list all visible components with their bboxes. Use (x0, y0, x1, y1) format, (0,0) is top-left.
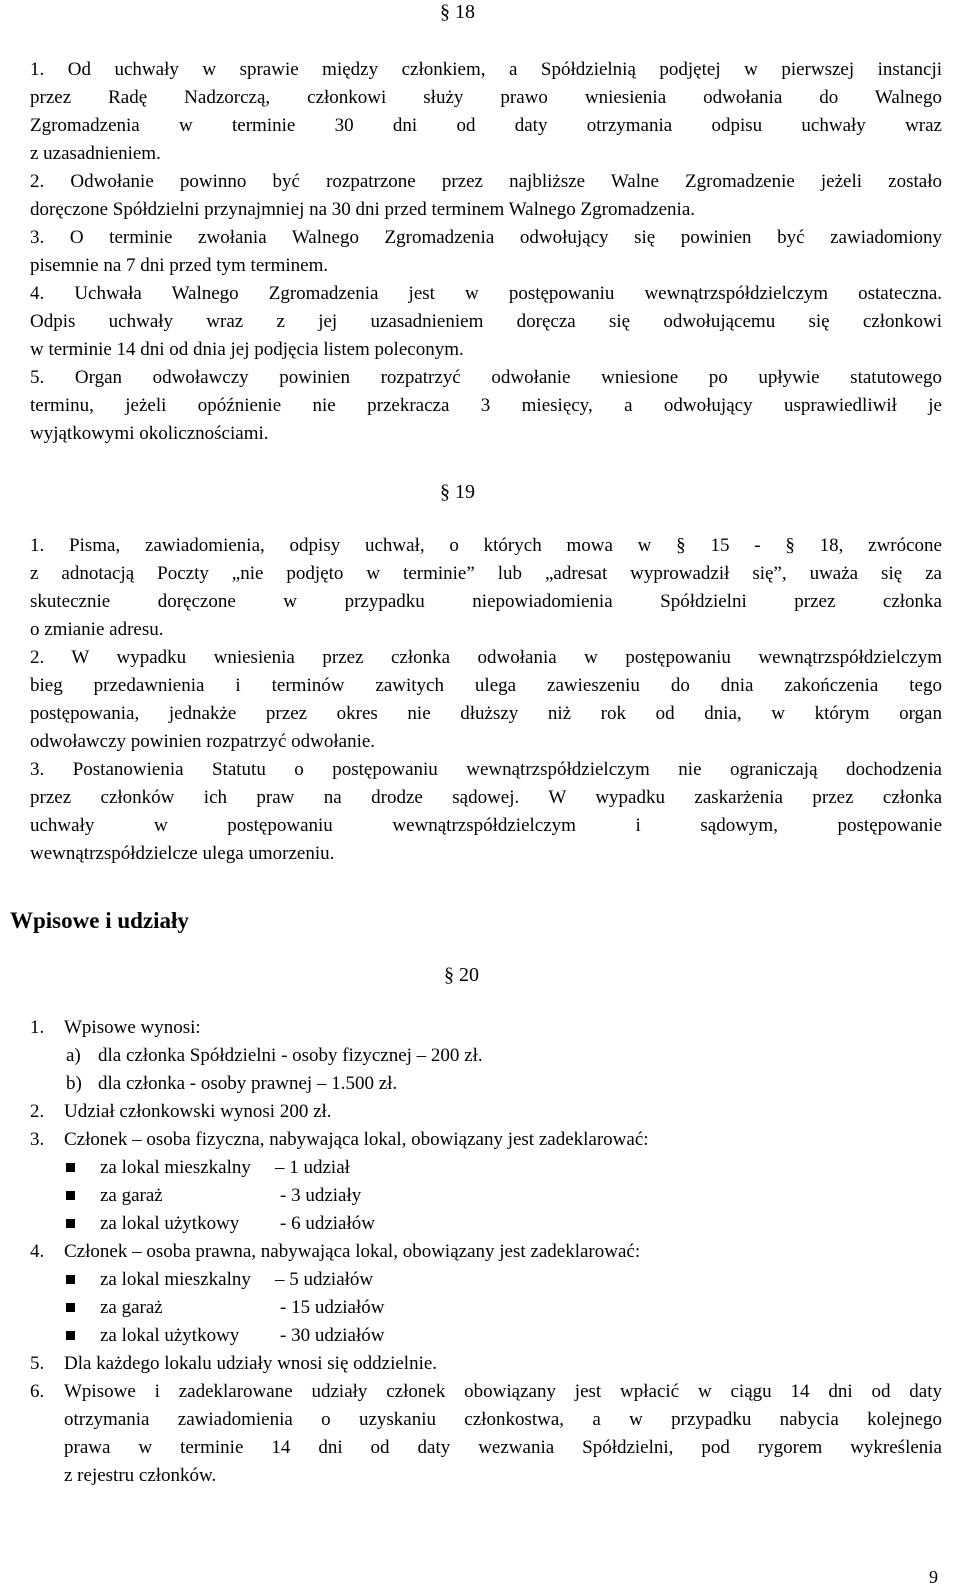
bullet-square-icon (66, 1219, 75, 1228)
bullet-square-icon (66, 1303, 75, 1312)
document-page: § 18 1. Od uchwały w sprawie między członkiem, a Spółdzielnią podjętej w pierwszej instancji przez Radę Nadzorczą, członkowi służy prawo wniesienia odwołania do Walnego Zgromadzenia w terminie 30 dni od daty otrzymania odpisu uchwały wraz z uzasadnieniem. 2. Odwołanie powinno być rozpatrzone przez najbliższe Walne Zgromadzenie jeżeli zostało doręczone Spółdzielni przynajmniej na 30 dni przed terminem Walnego Zgromadzenia. 3. O terminie zwołania Walnego Zgromadzenia odwołujący się powinien być zawiadomiony pisemnie na 7 dni przed tym terminem. 4. Uchwała Walnego Zgromadzenia jest w postępowaniu wewnątrzspółdzielczym ostateczna. Odpis uchwały wraz z jej uzasadnieniem doręcza się odwołującemu się członkowi w terminie 14 dni od dnia jej podjęcia listem poleconym. 5. Organ odwoławczy powinien rozpatrzyć odwołanie wniesione po upływie statutowego terminu, jeżeli opóźnienie nie przekracza 3 miesięcy, a odwołujący usprawiedliwił je wyjątkowymi okolicznościami. § 19 1. Pisma, zawiadomienia, odpisy uchwał, o których mowa w § 15 - § 18, zwrócone z adnotacją Poczty „nie podjęto w terminie” lub „adresat wyprowadził się”, uważa się za skutecznie doręczone w przypadku niepowiadomienia Spółdzielni przez członka o zmianie adresu. 2. W wypadku wniesienia przez członka odwołania w postępowaniu wewnątrzspółdzielczym bieg przedawnienia i terminów zawitych ulega zawieszeniu do dnia zakończenia tego postępowania, jednakże przez okres nie dłuższy niż rok od dnia, w którym organ odwoławczy powinien rozpatrzyć odwołanie. 3. Postanowienia Statutu o postępowaniu wewnątrzspółdzielczym nie ograniczają dochodzenia przez członków ich praw na drodze sądowej. W wypadku zaskarżenia przez członka uchwały w postępowaniu wewnątrzspółdzielczym i sądowym, postępowanie wewnątrzspółdzielcze ulega umorzeniu. Wpisowe i udziały § 20 1. Wpisowe wynosi: a) dla członka Spółdzielni - osoby fizycznej – 200 zł. b) dla członka - osoby prawnej – 1.500 zł. 2. Udział członkowski wynosi 200 zł. 3. Członek – osoba fizyczna, nabywająca lokal, obowiązany jest zadeklarować: za lokal mieszkalny – 1 udział za garaż - 3 udziały za lokal użytkowy - 6 udziałów 4. Członek – osoba prawna, nabywająca lokal, obowiązany jest zadeklarować: za lokal mieszkalny – 5 udziałów za garaż - 15 udziałów za lokal użytkowy - 30 udziałów 5. Dla każdego lokalu udziały wnosi się oddzielnie. 6. Wpisowe i zadeklarowane udziały członek obowiązany jest wpłacić w ciągu 14 dni od daty otrzymania zawiadomienia o uzyskaniu członkostwa, a w przypadku nabycia kolejnego prawa w terminie 14 dni od daty wezwania Spółdzielni, pod rygorem wykreślenia z rejestru członków. 9 (10, 1, 942, 1587)
chapter-heading: Wpisowe i udziały (10, 908, 189, 933)
page-number: 9 (929, 1567, 938, 1587)
section-19-point-1: 1. Pisma, zawiadomienia, odpisy uchwał, o których mowa w § 15 - § 18, zwrócone z adnotacją Poczty „nie podjęto w terminie” lub „adresat wyprowadził się”, uważa się za skutecznie doręczone w przypadku niepowiadomienia Spółdzielni przez członka o zmianie adresu. (30, 535, 942, 640)
bullet-square-icon (66, 1163, 75, 1172)
section-20-title: § 20 (444, 964, 479, 986)
section-18-body (30, 56, 942, 448)
bullet-square-icon (66, 1331, 75, 1340)
section-18-point-2: 2. Odwołanie powinno być rozpatrzone przez najbliższe Walne Zgromadzenie jeżeli zostało doręczone Spółdzielni przynajmniej na 30 dni przed terminem Walnego Zgromadzenia. (30, 171, 942, 220)
section-20-item-6: Wpisowe i zadeklarowane udziały członek obowiązany jest wpłacić w ciągu 14 dni od daty otrzymania zawiadomienia o uzyskaniu członkostwa, a w przypadku nabycia kolejnego prawa w terminie 14 dni od daty wezwania Spółdzielni, pod rygorem wykreślenia z rejestru członków. (64, 1381, 942, 1486)
section-19-point-3: 3. Postanowienia Statutu o postępowaniu wewnątrzspółdzielczym nie ograniczają dochodzenia przez członków ich praw na drodze sądowej. W wypadku zaskarżenia przez członka uchwały w postępowaniu wewnątrzspółdzielczym i sądowym, postępowanie wewnątrzspółdzielcze ulega umorzeniu. (30, 759, 942, 864)
section-18-point-3: 3. O terminie zwołania Walnego Zgromadzenia odwołujący się powinien być zawiadomiony pisemnie na 7 dni przed tym terminem. (30, 227, 942, 276)
section-19-body (30, 532, 942, 868)
bullet-square-icon (66, 1275, 75, 1284)
section-18-point-4: 4. Uchwała Walnego Zgromadzenia jest w postępowaniu wewnątrzspółdzielczym ostateczna. Odpis uchwały wraz z jej uzasadnieniem doręcza się odwołującemu się członkowi w terminie 14 dni od dnia jej podjęcia listem poleconym. (30, 283, 942, 360)
section-18-point-1: 1. Od uchwały w sprawie między członkiem, a Spółdzielnią podjętej w pierwszej instancji przez Radę Nadzorczą, członkowi służy prawo wniesienia odwołania do Walnego Zgromadzenia w terminie 30 dni od daty otrzymania odpisu uchwały wraz z uzasadnieniem. (30, 59, 942, 164)
bullet-square-icon (66, 1191, 75, 1200)
section-19-title: § 19 (440, 481, 475, 503)
section-18-point-5: 5. Organ odwoławczy powinien rozpatrzyć odwołanie wniesione po upływie statutowego terminu, jeżeli opóźnienie nie przekracza 3 miesięcy, a odwołujący usprawiedliwił je wyjątkowymi okolicznościami. (30, 367, 942, 444)
section-19-point-2: 2. W wypadku wniesienia przez członka odwołania w postępowaniu wewnątrzspółdzielczym bieg przedawnienia i terminów zawitych ulega zawieszeniu do dnia zakończenia tego postępowania, jednakże przez okres nie dłuższy niż rok od dnia, w którym organ odwoławczy powinien rozpatrzyć odwołanie. (30, 647, 942, 752)
section-18-title: § 18 (440, 1, 475, 23)
